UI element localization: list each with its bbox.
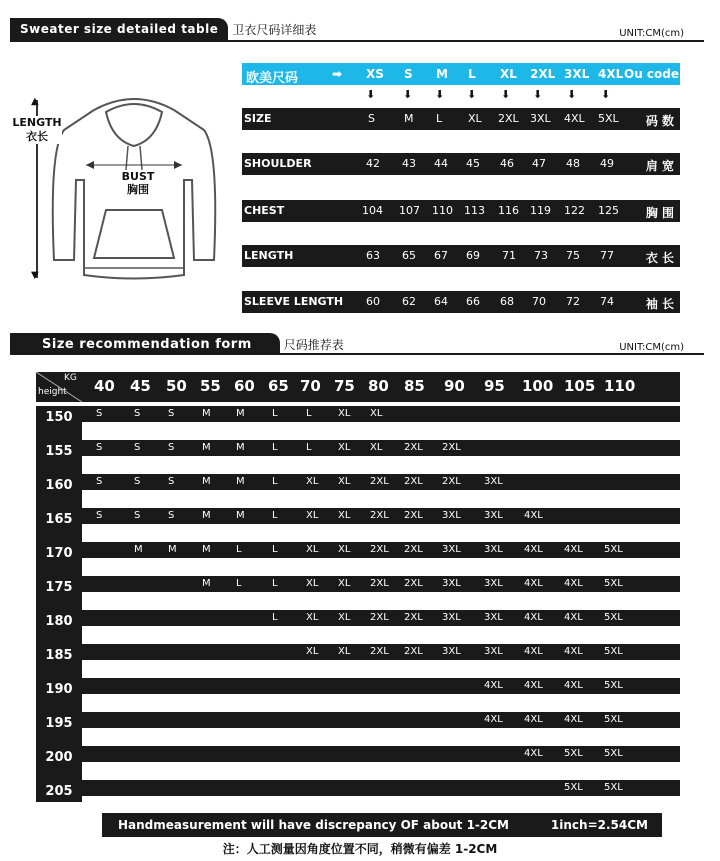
cell: 69 [466, 249, 480, 262]
size-cell: 4XL [524, 748, 543, 759]
size-cell: XL [370, 442, 383, 453]
height-column-fill [36, 462, 82, 474]
size-cell: S [96, 510, 103, 521]
cell: L [436, 112, 443, 125]
weight-header: 40 [94, 377, 115, 395]
size-cell: 5XL [604, 578, 623, 589]
size-cell: XL [306, 646, 319, 657]
height-column-fill [36, 496, 82, 508]
size-cell: S [96, 476, 103, 487]
size-cell: L [272, 510, 278, 521]
size-cell: S [168, 442, 175, 453]
arrow-down-icon: ⬇ [601, 88, 611, 101]
row-label: SLEEVE LENGTH [244, 295, 344, 308]
size-cell: L [272, 408, 278, 419]
weight-header: 45 [130, 377, 151, 395]
row-label: LENGTH [244, 249, 294, 262]
height-column-fill [36, 734, 82, 746]
size-cell: S [168, 408, 175, 419]
measurement-note [102, 813, 662, 837]
cell: 125 [598, 204, 619, 217]
length-cn-text: 衣长 [26, 130, 48, 143]
size-cell: 4XL [564, 612, 583, 623]
header-size: L [468, 67, 476, 81]
cell: 74 [600, 295, 614, 308]
size-cell: 3XL [484, 578, 503, 589]
arrow-up-icon: ▲ [31, 96, 39, 107]
size-cell: 4XL [524, 544, 543, 555]
size-cell: 4XL [564, 714, 583, 725]
section-title: Size recommendation form [10, 333, 280, 355]
size-cell: 2XL [370, 646, 389, 657]
cell: 116 [498, 204, 519, 217]
size-cell: L [272, 612, 278, 623]
cell: 44 [434, 157, 448, 170]
size-cell: L [236, 544, 242, 555]
table-row [82, 508, 680, 524]
weight-header: 85 [404, 377, 425, 395]
size-cell: 2XL [442, 442, 461, 453]
size-cell: M [202, 544, 211, 555]
size-cell: XL [338, 544, 351, 555]
cell: 110 [432, 204, 453, 217]
size-cell: XL [306, 476, 319, 487]
size-cell: 2XL [404, 646, 423, 657]
cell: 4XL [564, 112, 585, 125]
row-label-cn: 肩 宽 [645, 159, 674, 173]
cell: 65 [402, 249, 416, 262]
rec-table-header [36, 372, 680, 402]
height-label-cell: 150 [36, 406, 82, 428]
cell: 64 [434, 295, 448, 308]
weight-header: 90 [444, 377, 465, 395]
size-cell: 3XL [484, 476, 503, 487]
arrow-down-icon: ⬇ [403, 88, 413, 101]
height-label-cell: 165 [36, 508, 82, 530]
section-title: Sweater size detailed table [10, 18, 228, 40]
cell: S [368, 112, 375, 125]
size-cell: M [236, 408, 245, 419]
size-cell: 2XL [370, 544, 389, 555]
size-cell: XL [338, 578, 351, 589]
size-cell: L [272, 442, 278, 453]
header-size: XL [500, 67, 517, 81]
size-cell: 4XL [524, 510, 543, 521]
size-cell: 4XL [484, 680, 503, 691]
arrow-down-icon: ⬇ [435, 88, 445, 101]
size-cell: S [134, 510, 141, 521]
size-cell: M [202, 442, 211, 453]
size-cell: M [134, 544, 143, 555]
size-cell: 4XL [524, 646, 543, 657]
note-left: Handmeasurement will have discrepancy OF about 1-2CM [118, 818, 509, 832]
size-cell: 5XL [564, 748, 583, 759]
size-cell: 2XL [404, 544, 423, 555]
table-row [82, 406, 680, 422]
cell: 113 [464, 204, 485, 217]
size-cell: 2XL [404, 510, 423, 521]
header-size: 3XL [564, 67, 590, 81]
size-cell: 5XL [604, 680, 623, 691]
cell: 46 [500, 157, 514, 170]
weight-header: 110 [604, 377, 636, 395]
cell: 43 [402, 157, 416, 170]
size-row-sleeve [242, 291, 680, 313]
weight-header: 50 [166, 377, 187, 395]
cell: 2XL [498, 112, 519, 125]
height-column-fill [36, 598, 82, 610]
size-cell: M [236, 476, 245, 487]
weight-header: 105 [564, 377, 596, 395]
size-cell: 2XL [404, 476, 423, 487]
size-cell: M [236, 442, 245, 453]
size-cell: 3XL [442, 578, 461, 589]
row-label-cn: 袖 长 [645, 297, 674, 311]
header-size: 2XL [530, 67, 556, 81]
table-row [82, 610, 680, 626]
height-label: height [38, 387, 67, 397]
height-label-cell: 205 [36, 780, 82, 802]
size-cell: 2XL [404, 442, 423, 453]
size-cell: XL [306, 578, 319, 589]
size-cell: 3XL [442, 544, 461, 555]
table-row [82, 576, 680, 592]
row-label-cn: 胸 围 [645, 206, 674, 220]
size-cell: M [202, 408, 211, 419]
size-cell: XL [338, 408, 351, 419]
size-cell: XL [338, 612, 351, 623]
size-cell: 3XL [442, 612, 461, 623]
size-row-length [242, 245, 680, 267]
size-cell: 3XL [442, 646, 461, 657]
table-row [82, 780, 680, 796]
cell: 67 [434, 249, 448, 262]
size-cell: M [168, 544, 177, 555]
size-cell: 5XL [604, 612, 623, 623]
size-table-header [242, 63, 680, 85]
section-title-cn: 尺码推荐表 [283, 337, 344, 352]
height-column-fill [36, 530, 82, 542]
header-diagonal [36, 372, 82, 402]
row-label: SHOULDER [244, 157, 312, 170]
cell: 60 [366, 295, 380, 308]
cell: 70 [532, 295, 546, 308]
bust-cn-text: 胸围 [127, 183, 149, 196]
size-cell: M [236, 510, 245, 521]
size-cell: 4XL [564, 646, 583, 657]
section-divider [10, 40, 704, 42]
cell: 45 [466, 157, 480, 170]
size-cell: 3XL [484, 646, 503, 657]
size-cell: S [134, 442, 141, 453]
cell: 119 [530, 204, 551, 217]
header-size: XS [366, 67, 384, 81]
size-cell: S [168, 476, 175, 487]
cell: 48 [566, 157, 580, 170]
row-label: CHEST [244, 204, 285, 217]
weight-header: 55 [200, 377, 221, 395]
cell: 3XL [530, 112, 551, 125]
size-cell: 2XL [404, 612, 423, 623]
size-cell: S [96, 408, 103, 419]
section-divider [10, 353, 704, 355]
size-cell: 4XL [564, 680, 583, 691]
cell: 62 [402, 295, 416, 308]
size-cell: 3XL [484, 510, 503, 521]
size-row-size [242, 108, 680, 130]
arrow-down-icon: ⬇ [533, 88, 543, 101]
height-label-cell: 170 [36, 542, 82, 564]
cell: 66 [466, 295, 480, 308]
size-cell: 2XL [370, 612, 389, 623]
height-label-cell: 175 [36, 576, 82, 598]
height-label-cell: 200 [36, 746, 82, 768]
cell: 104 [362, 204, 383, 217]
cell: XL [468, 112, 482, 125]
size-cell: M [202, 476, 211, 487]
size-cell: 4XL [564, 578, 583, 589]
bust-label [118, 170, 158, 196]
height-column-fill [36, 632, 82, 644]
cell: 122 [564, 204, 585, 217]
row-label: SIZE [244, 112, 272, 125]
weight-header: 80 [368, 377, 389, 395]
height-label-cell: 180 [36, 610, 82, 632]
size-cell: 5XL [604, 782, 623, 793]
header-size: M [436, 67, 448, 81]
unit-label: UNIT:CM(cm) [619, 28, 684, 39]
size-cell: XL [306, 544, 319, 555]
section-title-cn: 卫衣尺码详细表 [232, 22, 317, 37]
header-label: 欧美尺码 [246, 71, 299, 86]
size-cell: 2XL [370, 510, 389, 521]
arrow-down-icon: ▼ [31, 270, 39, 281]
size-cell: L [236, 578, 242, 589]
height-column-fill [36, 700, 82, 712]
footnote: 注：人工测量因角度位置不同，稍微有偏差 1-2CM [222, 842, 498, 856]
size-cell: L [272, 476, 278, 487]
height-label-cell: 190 [36, 678, 82, 700]
header-size: 4XL [598, 67, 624, 81]
table-row [82, 712, 680, 728]
size-cell: XL [306, 510, 319, 521]
size-cell: 5XL [604, 646, 623, 657]
cell: 75 [566, 249, 580, 262]
cell: 68 [500, 295, 514, 308]
size-cell: XL [338, 646, 351, 657]
size-cell: 4XL [524, 714, 543, 725]
bust-text: BUST [121, 170, 155, 183]
cell: 77 [600, 249, 614, 262]
table-row [82, 678, 680, 694]
header-size: S [404, 67, 413, 81]
size-cell: 4XL [524, 578, 543, 589]
weight-header: 60 [234, 377, 255, 395]
size-cell: S [134, 408, 141, 419]
size-cell: 3XL [442, 510, 461, 521]
kg-label: KG [64, 373, 77, 383]
row-label-cn: 衣 长 [645, 251, 674, 265]
cell: 42 [366, 157, 380, 170]
size-cell: XL [338, 442, 351, 453]
size-cell: S [168, 510, 175, 521]
cell: M [404, 112, 414, 125]
size-cell: 5XL [564, 782, 583, 793]
size-cell: 2XL [442, 476, 461, 487]
size-cell: L [306, 408, 312, 419]
size-cell: 3XL [484, 612, 503, 623]
cell: 47 [532, 157, 546, 170]
size-cell: 4XL [524, 680, 543, 691]
cell: 73 [534, 249, 548, 262]
height-column-fill [36, 768, 82, 780]
header-end: Ou code [624, 67, 680, 81]
table-row [82, 644, 680, 660]
section-header-size-table [10, 18, 316, 40]
height-label-cell: 155 [36, 440, 82, 462]
height-column-fill [36, 666, 82, 678]
length-label [12, 116, 62, 144]
weight-header: 95 [484, 377, 505, 395]
arrow-down-icon: ⬇ [366, 88, 376, 101]
note-right: 1inch=2.54CM [550, 818, 648, 832]
table-row [82, 542, 680, 558]
size-cell: 4XL [524, 612, 543, 623]
height-column-fill [36, 564, 82, 576]
length-text: LENGTH [12, 116, 62, 129]
arrow-down-icon: ⬇ [567, 88, 577, 101]
cell: 72 [566, 295, 580, 308]
size-cell: M [202, 578, 211, 589]
height-label-cell: 160 [36, 474, 82, 496]
size-cell: 5XL [604, 544, 623, 555]
size-cell: XL [338, 510, 351, 521]
section-header-recommendation [10, 333, 344, 355]
size-cell: M [202, 510, 211, 521]
weight-header: 65 [268, 377, 289, 395]
size-cell: XL [306, 612, 319, 623]
size-cell: S [134, 476, 141, 487]
size-cell: 3XL [484, 544, 503, 555]
weight-header: 70 [300, 377, 321, 395]
cell: 107 [399, 204, 420, 217]
size-cell: L [272, 578, 278, 589]
weight-header: 75 [334, 377, 355, 395]
cell: 5XL [598, 112, 619, 125]
cell: 71 [502, 249, 516, 262]
table-row [82, 440, 680, 456]
arrow-down-icon: ⬇ [467, 88, 477, 101]
height-column-fill [36, 428, 82, 440]
size-cell: L [272, 544, 278, 555]
size-cell: 4XL [564, 544, 583, 555]
size-cell: 5XL [604, 748, 623, 759]
height-label-cell: 195 [36, 712, 82, 734]
size-cell: 2XL [370, 476, 389, 487]
size-cell: L [306, 442, 312, 453]
size-cell: 2XL [370, 578, 389, 589]
table-row [82, 746, 680, 762]
weight-header: 100 [522, 377, 554, 395]
unit-label: UNIT:CM(cm) [619, 342, 684, 353]
row-label-cn: 码 数 [645, 114, 674, 128]
arrow-down-icon: ⬇ [501, 88, 511, 101]
size-cell: 2XL [404, 578, 423, 589]
size-row-shoulder [242, 153, 680, 175]
cell: 49 [600, 157, 614, 170]
size-cell: XL [338, 476, 351, 487]
size-cell: 5XL [604, 714, 623, 725]
cell: 63 [366, 249, 380, 262]
size-cell: 4XL [484, 714, 503, 725]
height-label-cell: 185 [36, 644, 82, 666]
size-cell: XL [370, 408, 383, 419]
table-row [82, 474, 680, 490]
size-cell: S [96, 442, 103, 453]
size-row-chest [242, 200, 680, 222]
arrow-right-icon: ➡ [332, 67, 343, 81]
